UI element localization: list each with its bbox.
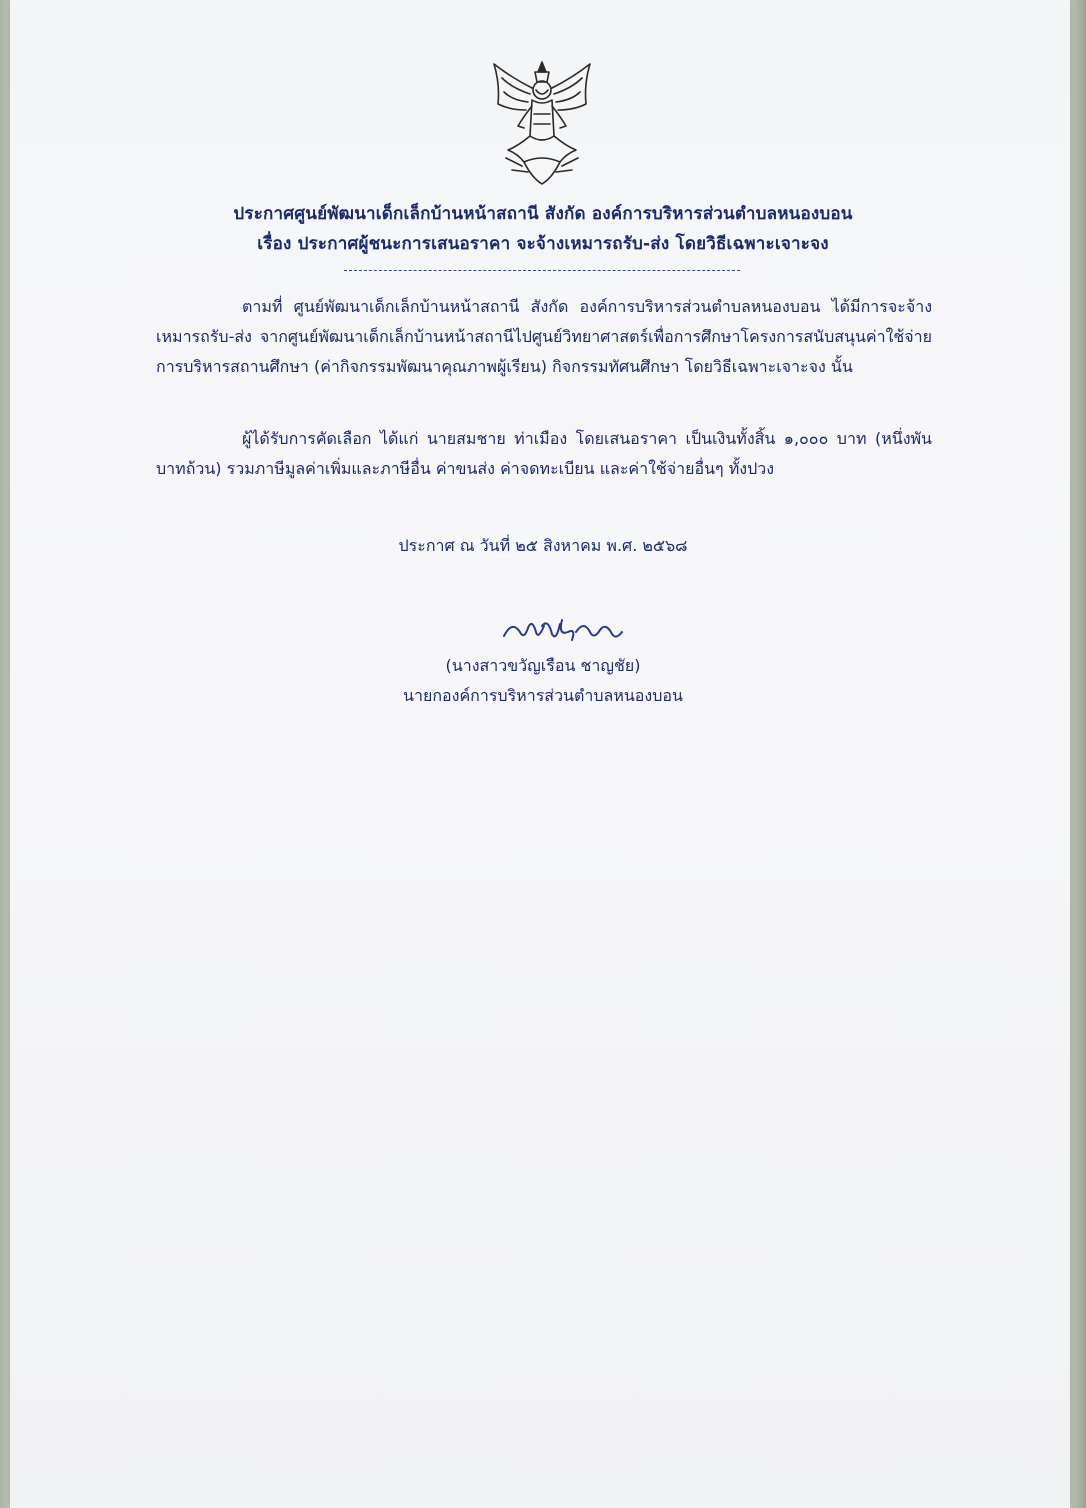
document-title-line-1: ประกาศศูนย์พัฒนาเด็กเล็กบ้านหน้าสถานี สังกัด องค์การบริหารส่วนตำบลหนองบอน — [233, 204, 853, 224]
garuda-emblem-icon — [472, 54, 612, 194]
body-paragraph-2: ผู้ได้รับการคัดเลือก ได้แก่ นายสมชาย ท่าเมือง โดยเสนอราคา เป็นเงินทั้งสิ้น ๑,๐๐๐ บาท (หนึ่งพันบาทถ้วน) รวมภาษีมูลค่าเพิ่มและภาษีอื่น ค่าขนส่ง ค่าจดทะเบียน และค่าใช้จ่ายอื่นๆ ทั้งปวง — [156, 429, 932, 478]
announce-date: ประกาศ ณ วันที่ ๒๕ สิงหาคม พ.ศ. ๒๕๖๘ — [398, 536, 688, 555]
handwritten-signature — [498, 606, 628, 650]
signer-name: (นางสาวขวัญเรือน ชาญชัย) — [445, 656, 641, 675]
body-paragraph-1: ตามที่ ศูนย์พัฒนาเด็กเล็กบ้านหน้าสถานี สังกัด องค์การบริหารส่วนตำบลหนองบอน ได้มีการจะจ้างเหมารถรับ-ส่ง จากศูนย์พัฒนาเด็กเล็กบ้านหน้าสถานีไปศูนย์วิทยาศาสตร์เพื่อการศึกษาโครงการสนับสนุนค่าใช้จ่ายการบริหารสถานศึกษา (ค่ากิจกรรมพัฒนาคุณภาพผู้เรียน) กิจกรรมทัศนศึกษา โดยวิธีเฉพาะเจาะจง นั้น — [156, 297, 932, 376]
document-title-line-2: เรื่อง ประกาศผู้ชนะการเสนอราคา จะจ้างเหมารถรับ-ส่ง โดยวิธีเฉพาะเจาะจง — [257, 234, 829, 254]
dashed-divider — [344, 270, 740, 271]
signer-title: นายกองค์การบริหารส่วนตำบลหนองบอน — [403, 686, 683, 705]
